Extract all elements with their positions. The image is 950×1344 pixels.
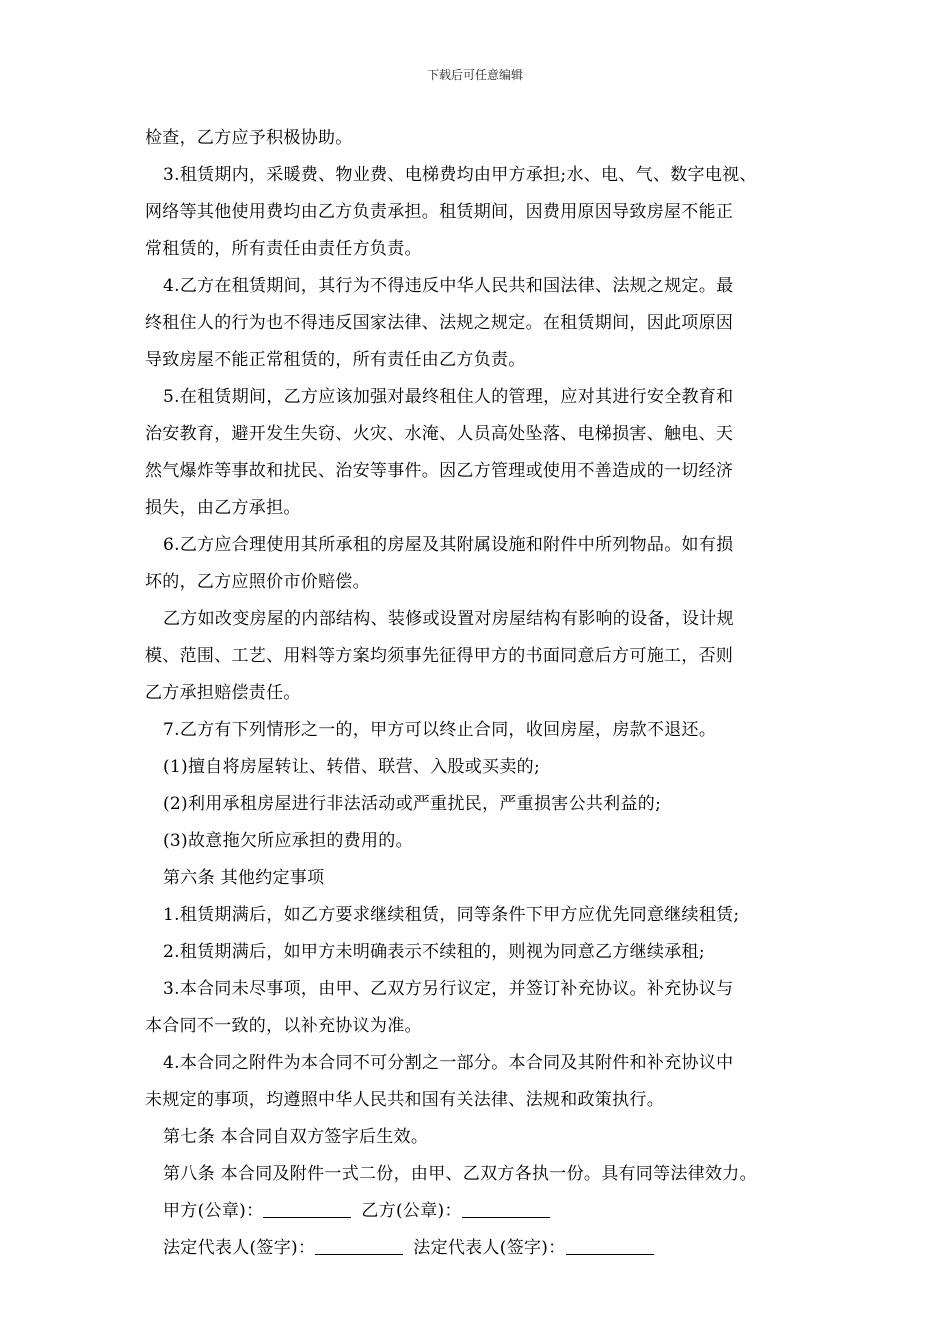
section-heading: 第八条 本合同及附件一式二份，由甲、乙双方各执一份。具有同等法律效力。 bbox=[163, 1164, 757, 1184]
paragraph-line: 5.在租赁期间，乙方应该加强对最终租住人的管理，应对其进行安全教育和 bbox=[163, 387, 734, 407]
paragraph-line: 6.乙方应合理使用其所承租的房屋及其附属设施和附件中所列物品。如有损 bbox=[163, 535, 734, 555]
paragraph-line: (2)利用承租房屋进行非法活动或严重扰民，严重损害公共利益的; bbox=[163, 794, 662, 814]
paragraph-line: 4.本合同之附件为本合同不可分割之一部分。本合同及其附件和补充协议中 bbox=[163, 1053, 734, 1073]
rep-b-blank bbox=[566, 1238, 654, 1255]
rep-a-label: 法定代表人(签字)： bbox=[163, 1238, 316, 1258]
paragraph-line: 未规定的事项，均遵照中华人民共和国有关法律、法规和政策执行。 bbox=[145, 1090, 664, 1110]
contract-body bbox=[145, 120, 835, 1267]
paragraph-line: 导致房屋不能正常租赁的，所有责任由乙方负责。 bbox=[145, 350, 526, 370]
party-b-seal-label: 乙方(公章)： bbox=[361, 1201, 462, 1221]
paragraph-line: (3)故意拖欠所应承担的费用的。 bbox=[163, 831, 413, 851]
rep-a-blank bbox=[315, 1238, 403, 1255]
paragraph-line: 3.租赁期内，采暖费、物业费、电梯费均由甲方承担;水、电、气、数字电视、 bbox=[163, 165, 757, 185]
section-heading: 第七条 本合同自双方签字后生效。 bbox=[163, 1127, 429, 1147]
paragraph-line: 乙方如改变房屋的内部结构、装修或设置对房屋结构有影响的设备，设计规 bbox=[163, 609, 734, 629]
paragraph-line: 损失，由乙方承担。 bbox=[145, 498, 301, 518]
paragraph-line: 终租住人的行为也不得违反国家法律、法规之规定。在租赁期间，因此项原因 bbox=[145, 313, 734, 333]
paragraph-line: 网络等其他使用费均由乙方负责承担。租赁期间，因费用原因导致房屋不能正 bbox=[145, 202, 734, 222]
paragraph-line: (1)擅自将房屋转让、转借、联营、入股或买卖的; bbox=[163, 757, 541, 777]
paragraph-line: 3.本合同未尽事项，由甲、乙双方另行议定，并签订补充协议。补充协议与 bbox=[163, 979, 734, 999]
paragraph-line: 乙方承担赔偿责任。 bbox=[145, 683, 301, 703]
paragraph-line: 4.乙方在租赁期间，其行为不得违反中华人民共和国法律、法规之规定。最 bbox=[163, 276, 734, 296]
seal-line bbox=[145, 1193, 835, 1230]
paragraph-line: 常租赁的，所有责任由责任方负责。 bbox=[145, 239, 422, 259]
page-header-note: 下载后可任意编辑 bbox=[426, 68, 523, 82]
paragraph-line: 7.乙方有下列情形之一的，甲方可以终止合同，收回房屋，房款不退还。 bbox=[163, 720, 717, 740]
party-a-seal-label: 甲方(公章)： bbox=[163, 1201, 264, 1221]
paragraph-line: 坏的，乙方应照价市价赔偿。 bbox=[145, 572, 370, 592]
party-a-seal-blank bbox=[263, 1201, 351, 1218]
paragraph-line: 模、范围、工艺、用料等方案均须事先征得甲方的书面同意后方可施工，否则 bbox=[145, 646, 734, 666]
paragraph-line: 然气爆炸等事故和扰民、治安等事件。因乙方管理或使用不善造成的一切经济 bbox=[145, 461, 734, 481]
paragraph-line: 本合同不一致的，以补充协议为准。 bbox=[145, 1016, 422, 1036]
paragraph-line: 2.租赁期满后，如甲方未明确表示不续租的，则视为同意乙方继续承租; bbox=[163, 942, 705, 962]
paragraph-line: 治安教育，避开发生失窃、火灾、水淹、人员高处坠落、电梯损害、触电、天 bbox=[145, 424, 734, 444]
rep-b-label: 法定代表人(签字)： bbox=[413, 1238, 566, 1258]
section-heading: 第六条 其他约定事项 bbox=[163, 868, 325, 888]
paragraph-line: 1.租赁期满后，如乙方要求继续租赁，同等条件下甲方应优先同意继续租赁; bbox=[163, 905, 740, 925]
representative-line bbox=[145, 1230, 835, 1267]
party-b-seal-blank bbox=[462, 1201, 550, 1218]
paragraph-line: 检查，乙方应予积极协助。 bbox=[145, 128, 353, 148]
